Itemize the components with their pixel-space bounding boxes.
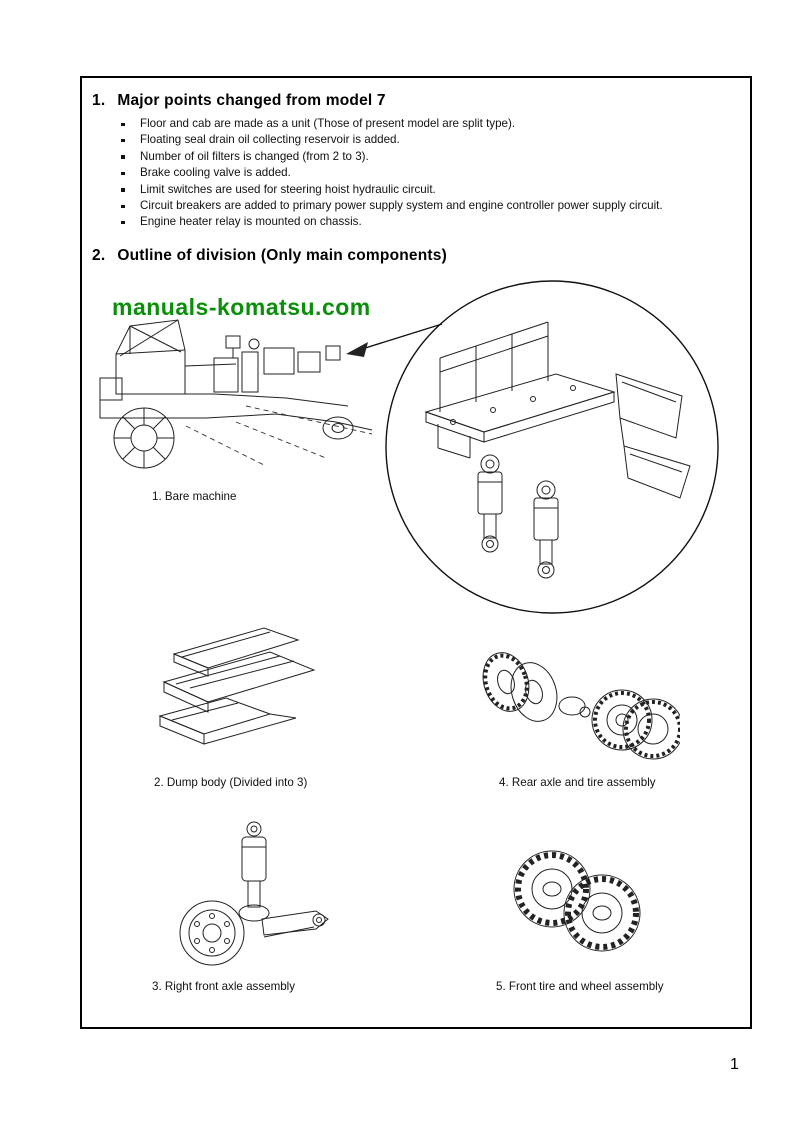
change-item (119, 149, 750, 165)
change-item (119, 182, 750, 198)
change-item-text: Floor and cab are made as a unit (Those of present model are split type). (140, 117, 516, 130)
change-item-text: Brake cooling valve is added. (140, 166, 291, 180)
change-item-text: Limit switches are used for steering hoist hydraulic circuit. (140, 182, 436, 196)
rear-axle-illustration (472, 632, 680, 774)
section2-title: Outline of division (Only main components) (117, 246, 447, 264)
section1-title: Major points changed from model 7 (117, 92, 386, 109)
figure-rear-axle (472, 632, 680, 774)
section1-number: 1. (92, 92, 106, 109)
dump-body-illustration (146, 620, 328, 780)
detail-circle-illustration (378, 278, 726, 616)
change-item-text: Floating seal drain oil collecting reservoir is added. (140, 133, 400, 147)
watermark: manuals-komatsu.com (112, 294, 371, 320)
change-item-text: Engine heater relay is mounted on chassis. (140, 215, 362, 229)
figure-label-front-tire: 5. Front tire and wheel assembly (496, 980, 664, 993)
figure-dump-body (146, 620, 328, 780)
change-item (119, 214, 750, 230)
front-tire-illustration (502, 837, 654, 969)
change-item (119, 116, 750, 132)
section1-heading (92, 92, 750, 110)
figure-label-dump-body: 2. Dump body (Divided into 3) (154, 776, 308, 789)
change-item-text: Number of oil filters is changed (from 2 to 3). (140, 149, 369, 163)
front-axle-illustration (166, 817, 344, 975)
page-border (80, 76, 752, 1029)
change-item (119, 132, 750, 148)
figure-label-bare-machine: 1. Bare machine (152, 490, 237, 503)
page-number: 1 (730, 1056, 739, 1073)
section2-number: 2. (92, 246, 106, 264)
figure-detail-circle (378, 278, 726, 616)
figure-front-axle (166, 817, 344, 975)
figure-bare-machine (86, 306, 378, 492)
change-item (119, 198, 750, 214)
bare-machine-illustration (86, 306, 378, 492)
figure-label-rear-axle: 4. Rear axle and tire assembly (499, 776, 656, 789)
change-item-text: Circuit breakers are added to primary power supply system and engine controller power supply circuit. (140, 199, 663, 213)
change-item (119, 165, 750, 181)
changes-list (82, 116, 750, 231)
figure-front-tire (502, 837, 654, 969)
section2-heading (92, 247, 750, 265)
figure-label-front-axle: 3. Right front axle assembly (152, 980, 296, 993)
